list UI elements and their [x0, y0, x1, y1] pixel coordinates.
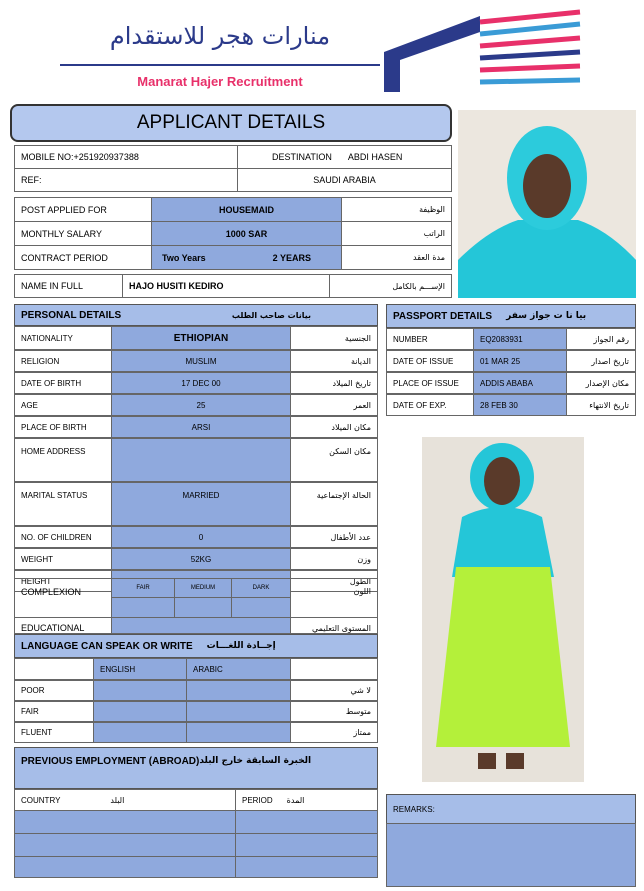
language-header [14, 634, 378, 658]
language-row-label: FLUENT [14, 722, 94, 743]
complexion-fair-check [111, 597, 175, 618]
salary-value: 1000 SAR [151, 221, 342, 246]
personal-row-value: 25 [111, 394, 291, 416]
personal-row-label: RELIGION [14, 350, 112, 372]
complexion-fair: FAIR [111, 578, 175, 598]
education-value [111, 617, 291, 634]
post-label-arabic: الوظيفة [341, 197, 452, 222]
language-blank-header-right [290, 658, 378, 680]
contract-value-years: 2 YEARS [272, 252, 311, 263]
employment-period-row-2 [235, 833, 378, 857]
complexion-label: COMPLEXION [14, 578, 112, 618]
personal-row-label: HOME ADDRESS [14, 438, 112, 482]
language-title-arabic: إجــادة اللغـــات [206, 641, 276, 651]
personal-row-label: NATIONALITY [14, 326, 112, 350]
personal-row-label-arabic: مكان الميلاد [290, 416, 378, 438]
personal-row-label-arabic: تاريخ الميلاد [290, 372, 378, 394]
language-row-arabic [186, 680, 291, 701]
language-row-label-arabic: لا شي [290, 680, 378, 701]
contract-label-arabic: مدة العقد [341, 245, 452, 270]
logo-arabic-text: منارات هجر للاستقدام [109, 22, 331, 50]
language-row-english [93, 701, 187, 722]
post-label: POST APPLIED FOR [14, 197, 152, 222]
page-title: APPLICANT DETAILS [10, 104, 452, 142]
personal-row-label: MARITAL STATUS [14, 482, 112, 526]
personal-row-value [111, 438, 291, 482]
personal-details-title-arabic: بيانات صاحب الطلب [231, 310, 311, 320]
language-row-label: FAIR [14, 701, 94, 722]
personal-row-value: MARRIED [111, 482, 291, 526]
language-row-english [93, 722, 187, 743]
name-value: HAJO HUSITI KEDIRO [122, 274, 330, 298]
passport-row-label: NUMBER [386, 328, 474, 350]
salary-label-arabic: الراتب [341, 221, 452, 246]
company-logo [50, 8, 590, 98]
passport-row-label-arabic: مكان الإصدار [566, 372, 636, 394]
education-label: EDUCATIONAL [14, 617, 112, 634]
employment-title-arabic: الخبرة السابقة خارج البلد [199, 756, 312, 766]
personal-row-label-arabic: مكان السكن [290, 438, 378, 482]
passport-title: PASSPORT DETAILS [393, 310, 493, 322]
personal-row-label: PLACE OF BIRTH [14, 416, 112, 438]
employment-period-arabic: المدة [286, 795, 305, 805]
personal-row-value: 52KG [111, 548, 291, 570]
remarks-value [386, 823, 636, 887]
logo-english-text: Manarat Hajer Recruitment [137, 74, 303, 89]
ref-label: REF: [14, 168, 238, 192]
contract-label: CONTRACT PERIOD [14, 245, 152, 270]
passport-header [386, 304, 636, 328]
complexion-medium-check [174, 597, 232, 618]
employment-header [14, 747, 378, 789]
personal-row-label-arabic: عدد الأطفال [290, 526, 378, 548]
passport-row-label: DATE OF ISSUE [386, 350, 474, 372]
employment-country-header [14, 789, 236, 811]
personal-row-label: AGE [14, 394, 112, 416]
personal-row-label-arabic: الجنسية [290, 326, 378, 350]
name-label-arabic: الإســـم بالكامل [329, 274, 452, 298]
language-blank-header [14, 658, 94, 680]
personal-row-label: DATE OF BIRTH [14, 372, 112, 394]
language-col-arabic: ARABIC [186, 658, 291, 680]
applicant-headshot-photo [458, 110, 636, 298]
mobile-number: MOBILE NO:+251920937388 [14, 145, 238, 169]
language-row-label-arabic: متوسط [290, 701, 378, 722]
personal-row-value: ETHIOPIAN [111, 326, 291, 350]
language-row-label-arabic: ممتاز [290, 722, 378, 743]
destination-value: ABDI HASEN [347, 152, 403, 162]
salary-label: MONTHLY SALARY [14, 221, 152, 246]
employment-country-label: COUNTRY [21, 795, 61, 805]
complexion-medium: MEDIUM [174, 578, 232, 598]
employment-country-row-1 [14, 810, 236, 834]
contract-value [151, 245, 342, 270]
logo-underline [60, 64, 380, 66]
passport-row-label-arabic: تاريخ الانتهاء [566, 394, 636, 416]
complexion-dark-check [231, 597, 291, 618]
language-row-arabic [186, 701, 291, 722]
personal-row-label: NO. OF CHILDREN [14, 526, 112, 548]
destination-country: SAUDI ARABIA [237, 168, 452, 192]
personal-row-value: 17 DEC 00 [111, 372, 291, 394]
passport-row-value: 01 MAR 25 [473, 350, 567, 372]
employment-country-row-3 [14, 856, 236, 878]
passport-row-value: 28 FEB 30 [473, 394, 567, 416]
personal-row-label-arabic: وزن [290, 548, 378, 570]
personal-details-title: PERSONAL DETAILS [21, 309, 122, 321]
personal-row-label-arabic: الحالة الإجتماعية [290, 482, 378, 526]
passport-row-label: PLACE OF ISSUE [386, 372, 474, 394]
personal-details-header [14, 304, 378, 326]
passport-row-value: EQ2083931 [473, 328, 567, 350]
language-title: LANGUAGE CAN SPEAK OR WRITE [21, 640, 193, 652]
post-value: HOUSEMAID [151, 197, 342, 222]
employment-period-row-1 [235, 810, 378, 834]
language-row-arabic [186, 722, 291, 743]
contract-value-text: Two Years [162, 252, 206, 263]
name-label: NAME IN FULL [14, 274, 123, 298]
employment-country-row-2 [14, 833, 236, 857]
applicant-full-body-photo [422, 437, 584, 782]
personal-row-value: MUSLIM [111, 350, 291, 372]
employment-period-row-3 [235, 856, 378, 878]
destination-cell [237, 145, 452, 169]
personal-row-label-arabic: العمر [290, 394, 378, 416]
remarks-label: REMARKS: [386, 794, 636, 824]
passport-title-arabic: بيا نا ت جواز سفر [506, 311, 587, 321]
employment-period-header [235, 789, 378, 811]
language-row-english [93, 680, 187, 701]
education-label-arabic: المستوى التعليمي [290, 617, 378, 634]
personal-row-label-arabic: الطول [290, 570, 378, 592]
personal-row-value: 0 [111, 526, 291, 548]
language-col-english: ENGLISH [93, 658, 187, 680]
passport-row-label: DATE OF EXP. [386, 394, 474, 416]
passport-row-label-arabic: رقم الجواز [566, 328, 636, 350]
personal-row-label: HEIGHT [14, 570, 112, 592]
personal-row-label: WEIGHT [14, 548, 112, 570]
employment-country-arabic: البلد [110, 795, 125, 805]
employment-title: PREVIOUS EMPLOYMENT (ABROAD) [21, 756, 200, 767]
passport-row-value: ADDIS ABABA [473, 372, 567, 394]
destination-label: DESTINATION [272, 152, 332, 162]
language-row-label: POOR [14, 680, 94, 701]
logo-roof-icon [380, 8, 590, 98]
complexion-dark: DARK [231, 578, 291, 598]
employment-period-label: PERIOD [242, 795, 273, 805]
personal-row-label-arabic: الديانة [290, 350, 378, 372]
passport-row-label-arabic: تاريخ اصدار [566, 350, 636, 372]
personal-row-value: ARSI [111, 416, 291, 438]
complexion-label-arabic: اللون [290, 578, 378, 618]
